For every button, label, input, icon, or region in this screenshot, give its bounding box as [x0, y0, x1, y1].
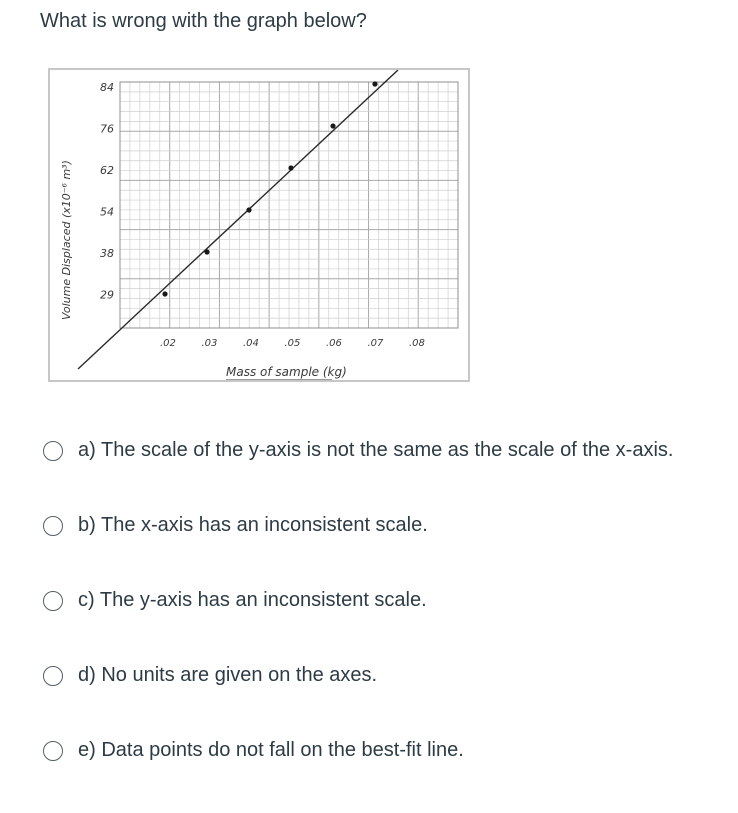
- choice-b-text: b) The x-axis has an inconsistent scale.: [78, 514, 428, 536]
- choice-c-text: c) The y-axis has an inconsistent scale.: [78, 589, 427, 611]
- choice-c[interactable]: [43, 582, 733, 619]
- y-tick-label: 76: [100, 122, 114, 136]
- choice-e-text: e) Data points do not fall on the best-fit line.: [78, 739, 464, 761]
- radio-d[interactable]: [43, 666, 63, 686]
- choice-a-text: a) The scale of the y-axis is not the same as the scale of the x-axis.: [78, 439, 674, 461]
- x-tick-label: .03: [201, 338, 218, 349]
- choice-b[interactable]: [43, 507, 733, 544]
- answer-choices: [43, 432, 733, 807]
- data-point: [330, 123, 335, 128]
- data-point: [372, 81, 377, 86]
- data-point: [288, 165, 293, 170]
- x-tick-label: .05: [284, 338, 301, 349]
- radio-b[interactable]: [43, 516, 63, 536]
- radio-c[interactable]: [43, 591, 63, 611]
- x-tick-label: .04: [243, 338, 259, 349]
- graph-grid: [120, 82, 458, 328]
- y-tick-label: 84: [100, 81, 114, 94]
- y-tick-label: 29: [100, 288, 114, 302]
- x-axis-label: Mass of sample (kg): [226, 365, 347, 379]
- x-tick-label: .08: [409, 338, 425, 349]
- x-tick-label: .02: [160, 338, 176, 349]
- graph-svg: [50, 70, 468, 380]
- radio-e[interactable]: [43, 741, 63, 761]
- y-tick-label: 62: [100, 164, 114, 177]
- choice-a[interactable]: [43, 432, 733, 469]
- y-axis-label: Volume Displaced (x10⁻⁶ m³): [60, 160, 73, 320]
- data-point: [204, 249, 209, 254]
- x-tick-label: .07: [367, 338, 384, 349]
- graph-image: [48, 68, 470, 382]
- data-point: [246, 207, 251, 212]
- radio-a[interactable]: [43, 441, 63, 461]
- choice-e[interactable]: [43, 732, 733, 769]
- y-tick-label: 54: [100, 205, 114, 219]
- question-text: What is wrong with the graph below?: [40, 10, 367, 32]
- data-point: [162, 291, 167, 296]
- y-tick-label: 38: [100, 247, 114, 260]
- choice-d[interactable]: [43, 657, 733, 694]
- x-tick-label: .06: [326, 338, 342, 349]
- choice-d-text: d) No units are given on the axes.: [78, 664, 378, 686]
